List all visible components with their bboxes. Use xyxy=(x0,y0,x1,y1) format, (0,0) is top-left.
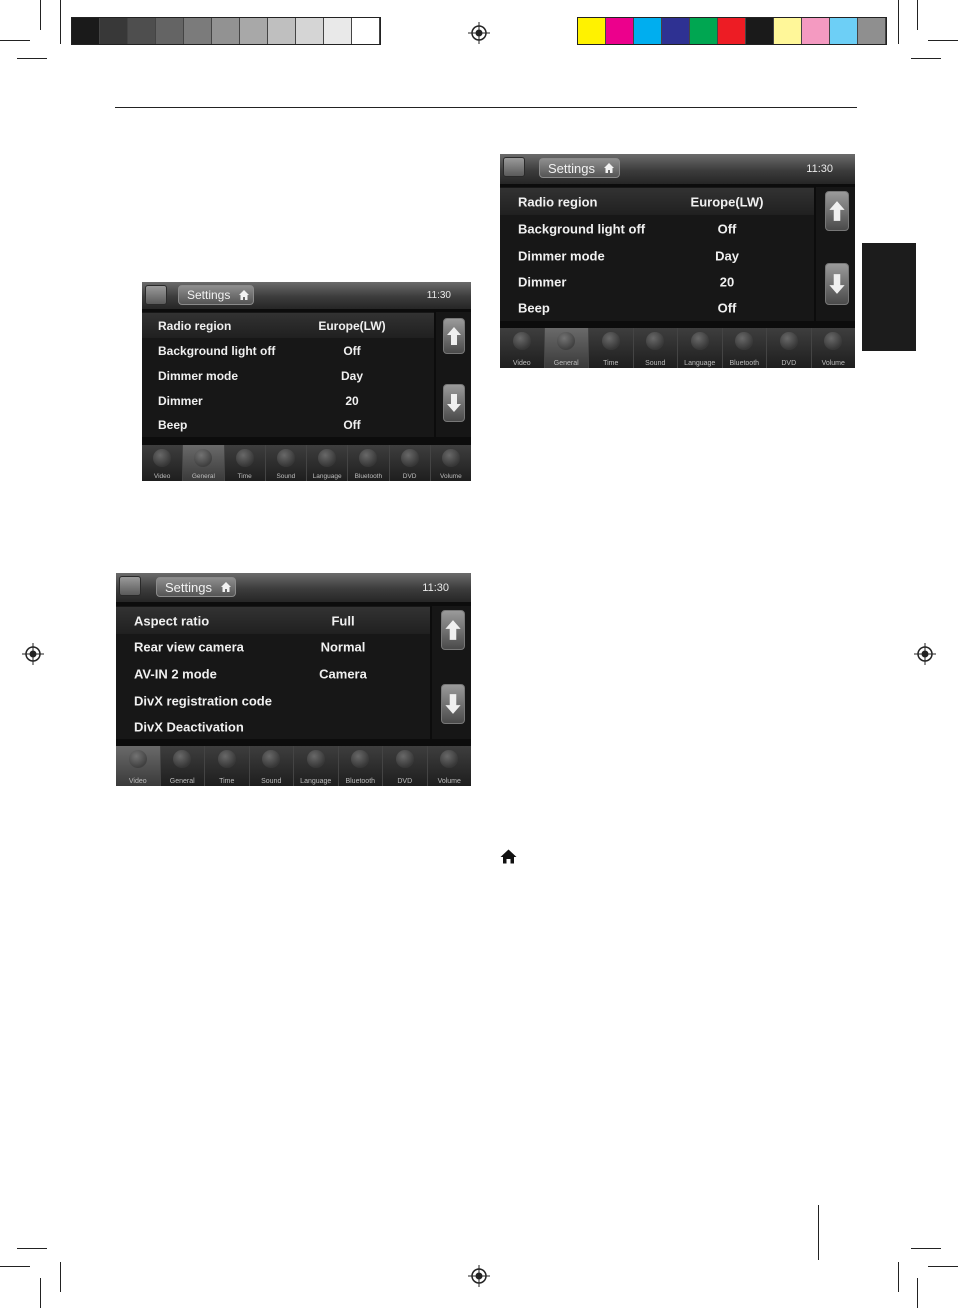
home-icon xyxy=(500,849,517,864)
item-label: Dimmer xyxy=(518,274,567,290)
item-label: Dimmer mode xyxy=(158,368,239,383)
tab-label: General xyxy=(191,473,215,480)
volume-icon xyxy=(824,332,842,350)
registration-mark-icon xyxy=(468,1265,490,1287)
clock: 11:30 xyxy=(422,582,449,594)
settings-list xyxy=(500,187,814,321)
crop-mark xyxy=(40,0,41,30)
list-item[interactable] xyxy=(116,660,430,687)
tab-language[interactable] xyxy=(293,746,338,786)
tab-general[interactable] xyxy=(182,445,223,481)
sound-icon xyxy=(646,332,664,350)
color-swatch xyxy=(606,18,634,44)
crop-mark xyxy=(911,1248,941,1249)
tab-label: Language xyxy=(312,473,342,480)
settings-title: Settings xyxy=(165,579,212,595)
bottom-tab-bar xyxy=(116,746,471,786)
tab-sound[interactable] xyxy=(633,328,678,368)
list-item[interactable] xyxy=(116,714,430,739)
tab-label: Video xyxy=(512,360,531,367)
registration-mark-icon xyxy=(468,22,490,44)
color-swatch xyxy=(802,18,830,44)
list-item[interactable] xyxy=(500,269,814,295)
item-label: Background light off xyxy=(158,343,276,358)
tab-volume[interactable] xyxy=(427,746,472,786)
settings-screen-general-2 xyxy=(500,154,855,368)
home-icon xyxy=(603,162,615,174)
tab-label: General xyxy=(553,360,579,367)
settings-list xyxy=(142,312,434,437)
top-bar xyxy=(142,282,471,309)
list-item[interactable] xyxy=(142,413,434,437)
item-label: Dimmer mode xyxy=(518,248,605,263)
item-value: Camera xyxy=(319,666,367,681)
time-icon xyxy=(236,449,254,467)
color-swatch xyxy=(184,18,212,44)
item-label: Background light off xyxy=(518,221,646,236)
top-bar xyxy=(116,573,471,602)
list-item[interactable] xyxy=(500,242,814,269)
dvd-icon xyxy=(780,332,798,350)
bottom-tab-bar xyxy=(142,445,471,481)
settings-home-button[interactable] xyxy=(178,285,254,305)
color-swatch xyxy=(240,18,268,44)
tab-label: Bluetooth xyxy=(345,778,376,785)
list-item[interactable] xyxy=(142,388,434,413)
clock: 11:30 xyxy=(426,290,451,301)
color-swatch xyxy=(156,18,184,44)
scroll-up-button[interactable] xyxy=(443,318,465,354)
settings-screen-general-1 xyxy=(142,282,471,481)
item-value: 20 xyxy=(345,393,359,408)
time-icon xyxy=(602,332,620,350)
arrow-up-icon xyxy=(828,199,846,223)
language-icon xyxy=(307,750,325,768)
color-swatch xyxy=(830,18,858,44)
crop-mark xyxy=(917,0,918,30)
settings-title: Settings xyxy=(187,288,231,302)
header-rule xyxy=(115,107,857,108)
item-value: Europe(LW) xyxy=(690,194,764,209)
tab-label: Time xyxy=(219,778,235,785)
color-swatch xyxy=(100,18,128,44)
tab-time[interactable] xyxy=(588,328,633,368)
settings-icon xyxy=(503,157,525,177)
scroll-down-button[interactable] xyxy=(443,384,465,422)
general-icon xyxy=(557,332,575,350)
settings-list xyxy=(116,606,430,739)
tab-volume[interactable] xyxy=(811,328,856,368)
color-swatch xyxy=(718,18,746,44)
tab-dvd[interactable] xyxy=(766,328,811,368)
crop-mark xyxy=(60,1262,61,1292)
color-swatch xyxy=(296,18,324,44)
language-tab-marker xyxy=(862,243,916,351)
tab-dvd[interactable] xyxy=(382,746,427,786)
scroll-down-button[interactable] xyxy=(441,684,465,724)
list-item[interactable] xyxy=(142,363,434,388)
color-swatch xyxy=(352,18,380,44)
grayscale-bar xyxy=(71,17,381,45)
item-label: DivX registration code xyxy=(134,693,272,708)
crop-mark xyxy=(0,40,30,41)
item-label: Beep xyxy=(518,300,550,316)
tab-label: Video xyxy=(153,473,171,480)
item-label: Radio region xyxy=(518,194,598,209)
item-label: AV-IN 2 mode xyxy=(134,666,217,681)
color-swatch xyxy=(72,18,100,44)
bluetooth-icon xyxy=(359,449,377,467)
video-icon xyxy=(513,332,531,350)
arrow-down-icon xyxy=(444,692,462,716)
tab-label: Sound xyxy=(276,473,296,480)
tab-label: General xyxy=(169,778,195,785)
crop-mark xyxy=(0,1266,30,1267)
tab-time[interactable] xyxy=(224,445,265,481)
tab-video[interactable] xyxy=(116,746,160,786)
crop-mark xyxy=(60,0,61,44)
item-value: 20 xyxy=(719,274,735,290)
item-value: Off xyxy=(717,221,737,236)
item-value: Full xyxy=(331,613,355,628)
crop-mark xyxy=(17,58,47,59)
list-item[interactable] xyxy=(142,338,434,363)
color-bar xyxy=(577,17,887,45)
bluetooth-icon xyxy=(351,750,369,768)
color-swatch xyxy=(858,18,886,44)
settings-home-button[interactable] xyxy=(156,577,236,597)
crop-mark xyxy=(928,1266,958,1267)
dvd-icon xyxy=(401,449,419,467)
settings-title: Settings xyxy=(548,160,595,176)
crop-mark xyxy=(917,1278,918,1308)
tab-label: DVD xyxy=(397,778,413,785)
tab-sound[interactable] xyxy=(249,746,294,786)
tab-bluetooth[interactable] xyxy=(722,328,767,368)
clock: 11:30 xyxy=(806,163,833,175)
scroll-area xyxy=(432,606,471,739)
video-icon xyxy=(153,449,171,467)
crop-mark xyxy=(40,1278,41,1308)
language-icon xyxy=(691,332,709,350)
tab-video[interactable] xyxy=(500,328,544,368)
crop-mark xyxy=(898,1262,899,1292)
item-label: Dimmer xyxy=(158,393,203,408)
registration-mark-icon xyxy=(914,643,936,665)
scroll-area xyxy=(436,312,471,437)
volume-icon xyxy=(442,449,460,467)
scroll-up-button[interactable] xyxy=(825,191,849,231)
tab-label: Volume xyxy=(440,473,462,480)
color-swatch xyxy=(578,18,606,44)
color-swatch xyxy=(662,18,690,44)
top-bar xyxy=(500,154,855,184)
tab-language[interactable] xyxy=(677,328,722,368)
tab-time[interactable] xyxy=(204,746,249,786)
arrow-down-icon xyxy=(828,272,846,296)
tab-label: Volume xyxy=(821,360,845,367)
tab-label: Time xyxy=(603,360,619,367)
item-value: Normal xyxy=(320,639,366,655)
settings-screen-video xyxy=(116,573,471,786)
item-label: Beep xyxy=(158,418,188,432)
crop-mark xyxy=(17,1248,47,1249)
video-icon xyxy=(129,750,147,768)
color-swatch xyxy=(324,18,352,44)
tab-volume[interactable] xyxy=(430,445,471,481)
item-label: Aspect ratio xyxy=(134,613,210,628)
tab-language[interactable] xyxy=(306,445,347,481)
item-value: Day xyxy=(715,248,739,263)
scroll-up-button[interactable] xyxy=(441,610,465,650)
item-value: Off xyxy=(717,300,737,316)
settings-icon xyxy=(119,576,141,596)
tab-label: Language xyxy=(684,360,716,367)
item-label: Rear view camera xyxy=(134,639,244,655)
tab-label: Time xyxy=(237,473,252,480)
time-icon xyxy=(218,750,236,768)
item-value: Off xyxy=(343,343,361,358)
color-swatch xyxy=(128,18,156,44)
tab-general[interactable] xyxy=(544,328,589,368)
list-item[interactable] xyxy=(116,607,430,634)
item-value: Europe(LW) xyxy=(318,318,386,333)
scroll-area xyxy=(816,187,855,321)
tab-general[interactable] xyxy=(160,746,205,786)
crop-mark xyxy=(928,40,958,41)
tab-label: Volume xyxy=(437,778,461,785)
crop-mark xyxy=(898,0,899,44)
home-icon xyxy=(238,289,250,301)
list-item[interactable] xyxy=(116,687,430,714)
tab-label: Language xyxy=(300,778,332,785)
home-icon xyxy=(220,581,232,593)
tab-label: Sound xyxy=(645,360,666,367)
list-item[interactable] xyxy=(116,634,430,660)
language-icon xyxy=(318,449,336,467)
bottom-tab-bar xyxy=(500,328,855,368)
color-swatch xyxy=(212,18,240,44)
item-value: Day xyxy=(340,368,364,383)
sound-icon xyxy=(262,750,280,768)
settings-icon xyxy=(145,285,167,305)
dvd-icon xyxy=(396,750,414,768)
tab-dvd[interactable] xyxy=(389,445,430,481)
registration-mark-icon xyxy=(22,643,44,665)
tab-label: Sound xyxy=(261,778,282,785)
general-icon xyxy=(194,449,212,467)
scroll-down-button[interactable] xyxy=(825,263,849,305)
color-swatch xyxy=(634,18,662,44)
tab-sound[interactable] xyxy=(265,445,306,481)
item-label: DivX Deactivation xyxy=(134,719,244,734)
page-number-rule xyxy=(818,1205,819,1260)
volume-icon xyxy=(440,750,458,768)
crop-mark xyxy=(911,58,941,59)
bluetooth-icon xyxy=(735,332,753,350)
list-item[interactable] xyxy=(142,313,434,338)
tab-label: DVD xyxy=(781,360,797,367)
general-icon xyxy=(173,750,191,768)
arrow-up-icon xyxy=(444,618,462,642)
list-item[interactable] xyxy=(500,295,814,321)
list-item[interactable] xyxy=(500,215,814,242)
tab-label: Video xyxy=(128,778,147,785)
tab-label: Bluetooth xyxy=(354,473,383,480)
tab-label: DVD xyxy=(402,473,417,480)
tab-video[interactable] xyxy=(142,445,182,481)
color-swatch xyxy=(690,18,718,44)
arrow-up-icon xyxy=(446,325,462,347)
color-swatch xyxy=(746,18,774,44)
item-label: Radio region xyxy=(158,318,232,333)
tab-label: Bluetooth xyxy=(729,360,760,367)
color-swatch xyxy=(774,18,802,44)
list-item[interactable] xyxy=(500,188,814,215)
settings-home-button[interactable] xyxy=(539,158,620,178)
tab-bluetooth[interactable] xyxy=(347,445,388,481)
color-swatch xyxy=(268,18,296,44)
item-value: Off xyxy=(343,418,361,432)
arrow-down-icon xyxy=(446,392,462,414)
sound-icon xyxy=(277,449,295,467)
tab-bluetooth[interactable] xyxy=(338,746,383,786)
